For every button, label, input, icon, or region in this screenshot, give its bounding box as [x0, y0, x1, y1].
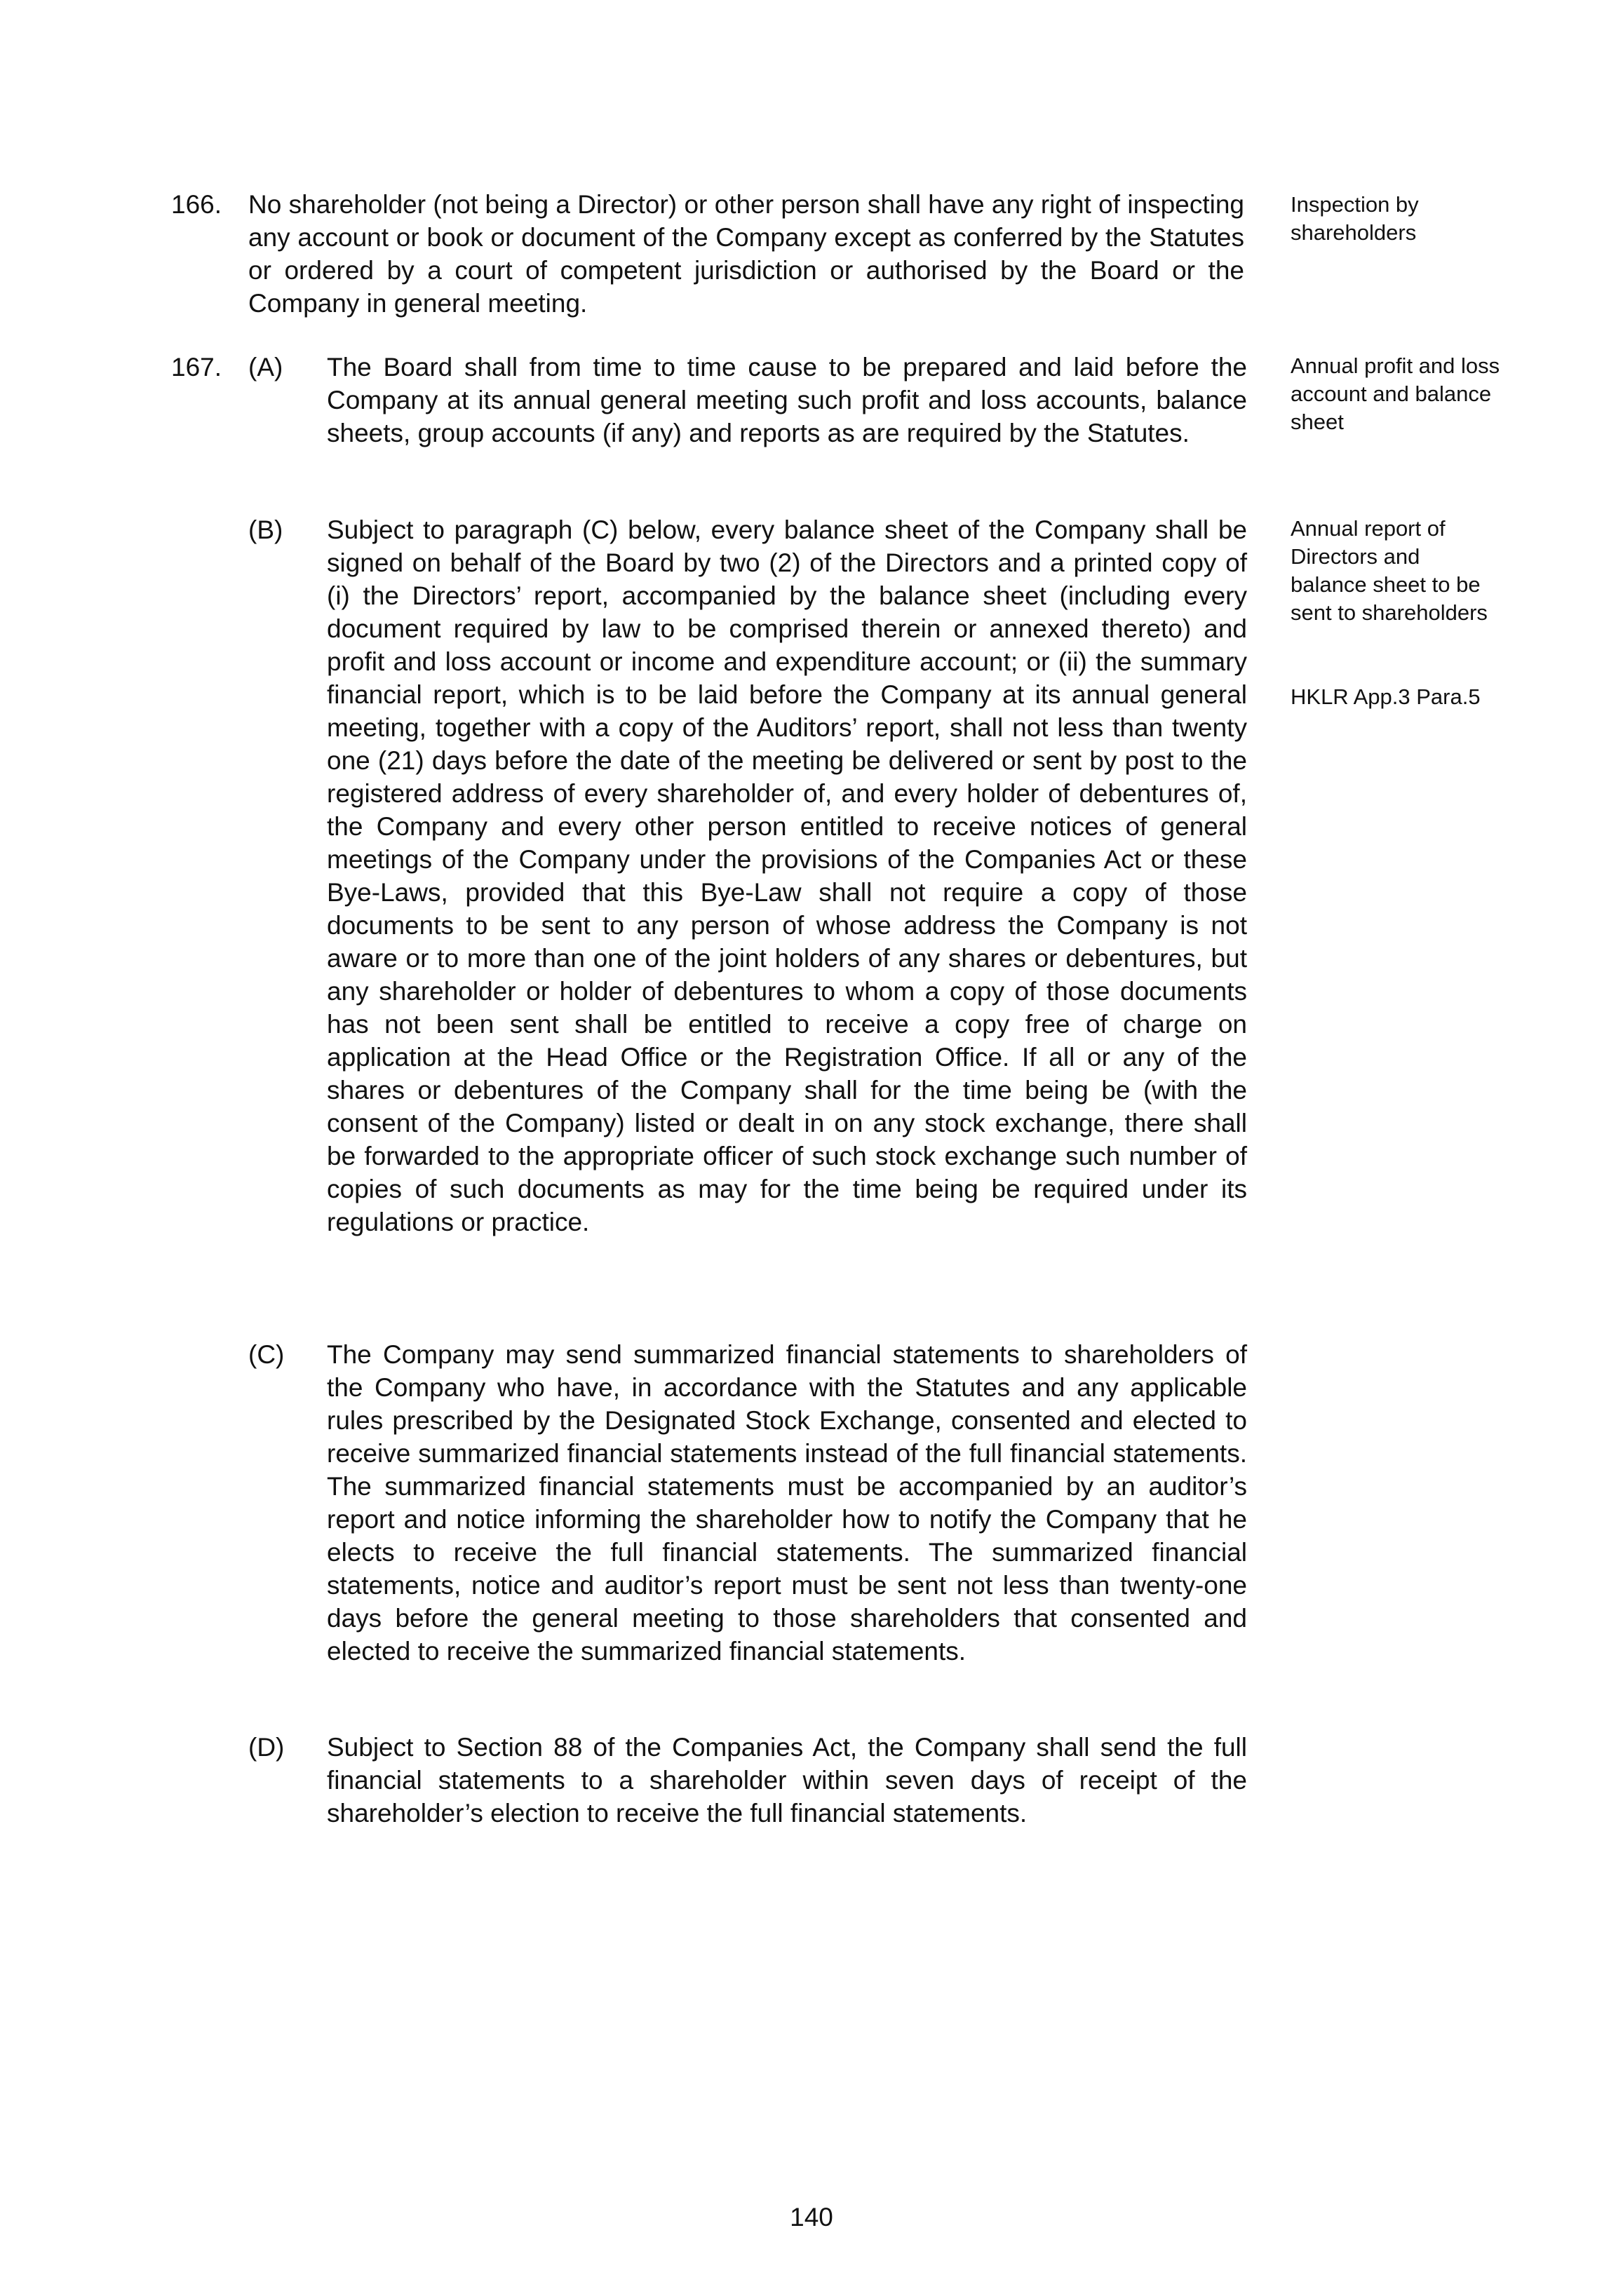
margin-note-annual-report: Annual report of Directors and balance sheet to be sent to shareholders	[1291, 516, 1488, 625]
paragraph-b-text: Subject to paragraph (C) below, every balance sheet of the Company shall be signed on behalf of the Board by two (2) of the Directors and a printed copy of (i) the Directors’ report, accompanied by the balance sheet (including every document required by law to be comprised therein or annexed thereto) and profit and loss account or income and expenditure account; or (ii) the summary financial report, which is to be laid before the Company at its annual general meeting, together with a copy of the Auditors’ report, shall not less than twenty one (21) days before the date of the meeting be delivered or sent by post to the registered address of every shareholder of, and every holder of debentures of, the Company and every other person entitled to receive notices of general meetings of the Company under the provisions of the Companies Act or these Bye-Laws, provided that this Bye-Law shall not require a copy of those documents to be sent to any person of whose address the Company is not aware or to more than one of the joint holders of any shares or debentures, but any shareholder or holder of debentures to whom a copy of those documents has not been sent shall be entitled to receive a copy free of charge on application at the Head Office or the Registration Office. If all or any of the shares or debentures of the Company shall for the time being be (with the consent of the Company) listed or dealt in on any stock exchange, there shall be forwarded to the appropriate officer of such stock exchange such number of copies of such documents as may for the time being be required under its regulations or practice.	[327, 515, 1247, 1236]
paragraph-d-label: (D)	[248, 1733, 285, 1762]
margin-note-inspection: Inspection by shareholders	[1291, 192, 1419, 245]
paragraph-b-label: (B)	[248, 515, 283, 544]
margin-note-hklr: HKLR App.3 Para.5	[1291, 684, 1481, 709]
page-number: 140	[790, 2203, 833, 2231]
margin-note-annual-profit: Annual profit and loss account and balance sheet	[1291, 353, 1500, 434]
paragraph-a-label: (A)	[248, 353, 283, 381]
section-166-text: No shareholder (not being a Director) or other person shall have any right of inspecting any account or book or document of the Company except as conferred by the Statutes or ordered by a court of competent jurisdiction or authorised by the Board or the Company in general meeting.	[248, 190, 1244, 318]
section-166-number: 166.	[171, 190, 222, 219]
paragraph-a-text: The Board shall from time to time cause to be prepared and laid before the Company at its annual general meeting such profit and loss accounts, balance sheets, group accounts (if any) and reports as are required by the Statutes.	[327, 353, 1247, 447]
section-167-number: 167.	[171, 353, 222, 381]
paragraph-c-text: The Company may send summarized financial statements to shareholders of the Company who have, in accordance with the Statutes and any applicable rules prescribed by the Designated Stock Exchange, consented and elected to receive summarized financial statements instead of the full financial statements. The summarized financial statements must be accompanied by an auditor’s report and notice informing the shareholder how to notify the Company that he elects to receive the full financial statements. The summarized financial statements, notice and auditor’s report must be sent not less than twenty-one days before the general meeting to those shareholders that consented and elected to receive the summarized financial statements.	[327, 1340, 1247, 1666]
paragraph-c-label: (C)	[248, 1340, 285, 1369]
paragraph-d-text: Subject to Section 88 of the Companies Act, the Company shall send the full financial statements to a shareholder within seven days of receipt of the shareholder’s election to receive the full financial statements.	[327, 1733, 1247, 1828]
